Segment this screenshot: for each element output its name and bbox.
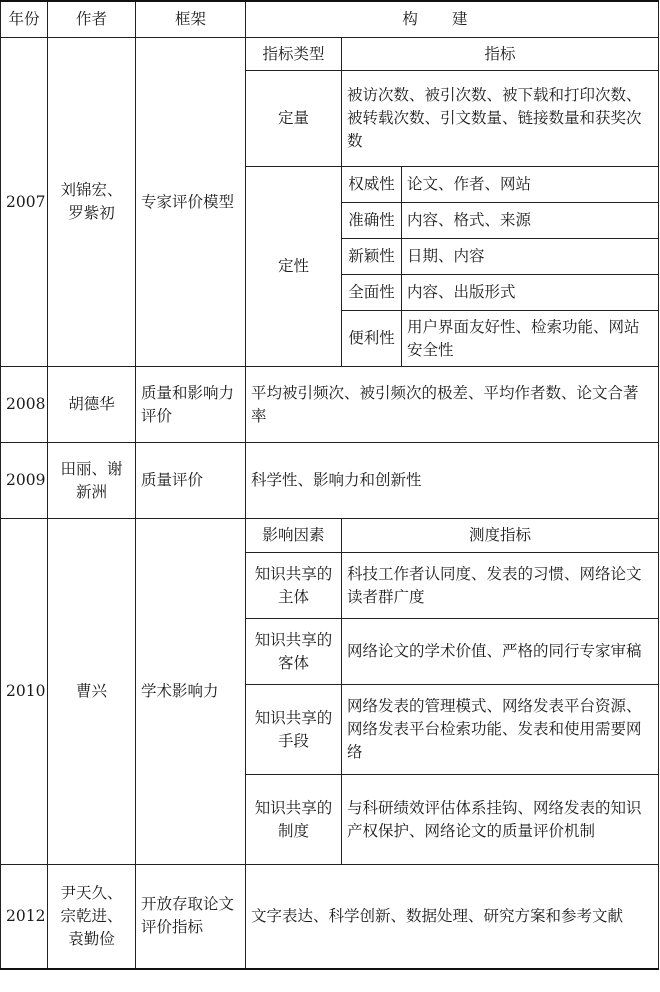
cell-author-2010: 曹兴: [48, 519, 136, 865]
cell-year-2008: 2008: [1, 367, 48, 443]
table-row-2010: [1, 519, 659, 553]
subheader-influence-factor: 影响因素: [246, 519, 342, 553]
cell-framework-2009: 质量评价: [136, 443, 246, 519]
cell-author-2007: 刘锦宏、罗紫初: [48, 38, 136, 367]
cell-qual-value: 内容、格式、来源: [402, 203, 659, 239]
table-header-row: [1, 1, 659, 38]
cell-qual-value: 用户界面友好性、检索功能、网站安全性: [402, 311, 659, 367]
cell-qual-value: 内容、出版形式: [402, 275, 659, 311]
table-row-2009: [1, 443, 659, 519]
cell-qual-type: 定性: [246, 167, 342, 367]
subheader-measure-indicator: 测度指标: [342, 519, 659, 553]
subheader-indicator-type: 指标类型: [246, 38, 342, 71]
cell-qual-value: 论文、作者、网站: [402, 167, 659, 203]
cell-measure: 与科研绩效评估体系挂钩、网络发表的知识产权保护、网络论文的质量评价机制: [342, 775, 659, 865]
cell-construct-2008: 平均被引频次、被引频次的极差、平均作者数、论文合著率: [246, 367, 659, 443]
cell-quant-type: 定量: [246, 71, 342, 167]
table-row-2007: [1, 38, 659, 71]
cell-qual-name: 新颖性: [342, 239, 402, 275]
cell-author-2009: 田丽、谢新洲: [48, 443, 136, 519]
header-construct: 构建: [246, 1, 659, 38]
subheader-indicator: 指标: [342, 38, 659, 71]
cell-year-2007: 2007: [1, 38, 48, 367]
cell-quant-indicator: 被访次数、被引次数、被下载和打印次数、被转载次数、引文数量、链接数量和获奖次数: [342, 71, 659, 167]
cell-qual-name: 准确性: [342, 203, 402, 239]
cell-year-2012: 2012: [1, 865, 48, 969]
cell-construct-2012: 文字表达、科学创新、数据处理、研究方案和参考文献: [246, 865, 659, 969]
cell-qual-value: 日期、内容: [402, 239, 659, 275]
cell-year-2010: 2010: [1, 519, 48, 865]
cell-construct-2009: 科学性、影响力和创新性: [246, 443, 659, 519]
cell-factor: 知识共享的手段: [246, 685, 342, 775]
cell-framework-2012: 开放存取论文评价指标: [136, 865, 246, 969]
header-year: 年份: [1, 1, 48, 38]
cell-framework-2007: 专家评价模型: [136, 38, 246, 367]
cell-author-2012: 尹天久、宗乾进、袁勤俭: [48, 865, 136, 969]
cell-framework-2010: 学术影响力: [136, 519, 246, 865]
header-framework: 框架: [136, 1, 246, 38]
cell-factor: 知识共享的客体: [246, 619, 342, 685]
cell-year-2009: 2009: [1, 443, 48, 519]
cell-author-2008: 胡德华: [48, 367, 136, 443]
cell-measure: 网络论文的学术价值、严格的同行专家审稿: [342, 619, 659, 685]
header-author: 作者: [48, 1, 136, 38]
cell-framework-2008: 质量和影响力评价: [136, 367, 246, 443]
cell-factor: 知识共享的主体: [246, 553, 342, 619]
cell-factor: 知识共享的制度: [246, 775, 342, 865]
cell-qual-name: 权威性: [342, 167, 402, 203]
table-row-2012: [1, 865, 659, 969]
cell-measure: 科技工作者认同度、发表的习惯、网络论文读者群广度: [342, 553, 659, 619]
cell-qual-name: 全面性: [342, 275, 402, 311]
cell-qual-name: 便利性: [342, 311, 402, 367]
cell-measure: 网络发表的管理模式、网络发表平台资源、网络发表平台检索功能、发表和使用需要网络: [342, 685, 659, 775]
table-row-2008: [1, 367, 659, 443]
